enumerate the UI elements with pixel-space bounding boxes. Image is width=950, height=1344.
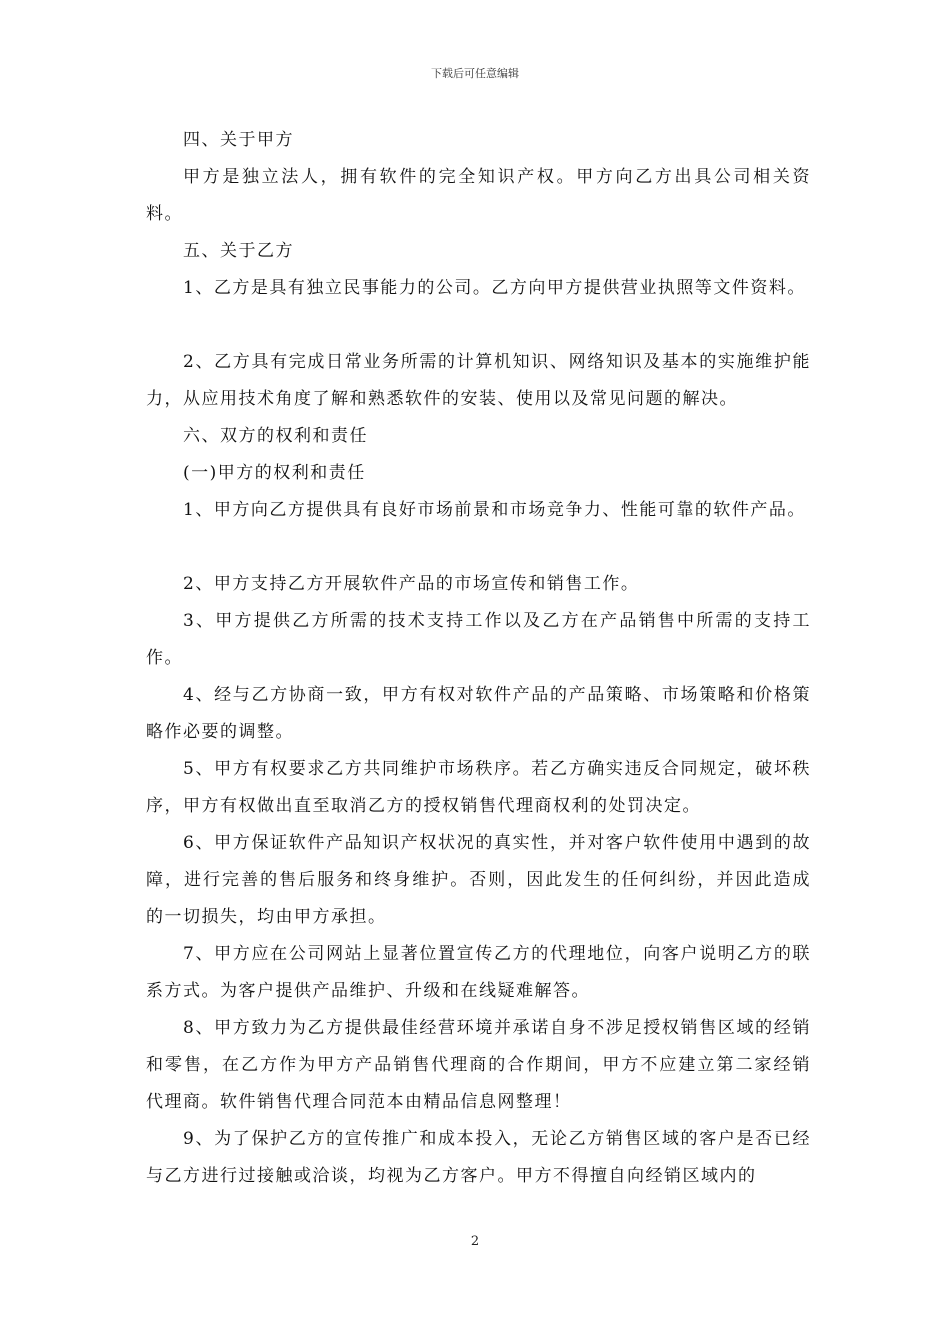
- paragraph: 4、经与乙方协商一致，甲方有权对软件产品的产品策略、市场策略和价格策略作必要的调整。: [146, 685, 811, 742]
- paragraph: 2、乙方具有完成日常业务所需的计算机知识、网络知识及基本的实施维护能力，从应用技术角度了解和熟悉软件的安装、使用以及常见问题的解决。: [146, 352, 811, 409]
- subsection-heading: (一)甲方的权利和责任: [183, 463, 366, 483]
- page-number: 2: [470, 1234, 480, 1249]
- paragraph: 甲方是独立法人，拥有软件的完全知识产权。甲方向乙方出具公司相关资料。: [146, 167, 811, 224]
- paragraph: 7、甲方应在公司网站上显著位置宣传乙方的代理地位，向客户说明乙方的联系方式。为客户提供产品维护、升级和在线疑难解答。: [146, 944, 811, 1001]
- section-heading-rights: 六、双方的权利和责任: [183, 426, 368, 446]
- paragraph: 6、甲方保证软件产品知识产权状况的真实性，并对客户软件使用中遇到的故障，进行完善的售后服务和终身维护。否则，因此发生的任何纠纷，并因此造成的一切损失，均由甲方承担。: [146, 833, 811, 927]
- paragraph: 9、为了保护乙方的宣传推广和成本投入，无论乙方销售区域的客户是否已经与乙方进行过接触或洽谈，均视为乙方客户。甲方不得擅自向经销区域内的: [146, 1129, 811, 1186]
- paragraph: 5、甲方有权要求乙方共同维护市场秩序。若乙方确实违反合同规定，破坏秩序，甲方有权做出直至取消乙方的授权销售代理商权利的处罚决定。: [146, 759, 811, 816]
- paragraph: 3、甲方提供乙方所需的技术支持工作以及乙方在产品销售中所需的支持工作。: [146, 611, 811, 668]
- document-body: [146, 122, 811, 1195]
- paragraph: 1、乙方是具有独立民事能力的公司。乙方向甲方提供营业执照等文件资料。: [183, 278, 806, 298]
- section-heading-party-a: 四、关于甲方: [183, 130, 294, 150]
- page-header-note: 下载后可任意编辑: [431, 67, 519, 80]
- paragraph: 1、甲方向乙方提供具有良好市场前景和市场竞争力、性能可靠的软件产品。: [183, 500, 806, 520]
- paragraph: 8、甲方致力为乙方提供最佳经营环境并承诺自身不涉足授权销售区域的经销和零售，在乙方作为甲方产品销售代理商的合作期间，甲方不应建立第二家经销代理商。软件销售代理合同范本由精品信息网整理！: [146, 1018, 811, 1112]
- paragraph: 2、甲方支持乙方开展软件产品的市场宣传和销售工作。: [183, 574, 640, 594]
- section-heading-party-b: 五、关于乙方: [183, 241, 294, 261]
